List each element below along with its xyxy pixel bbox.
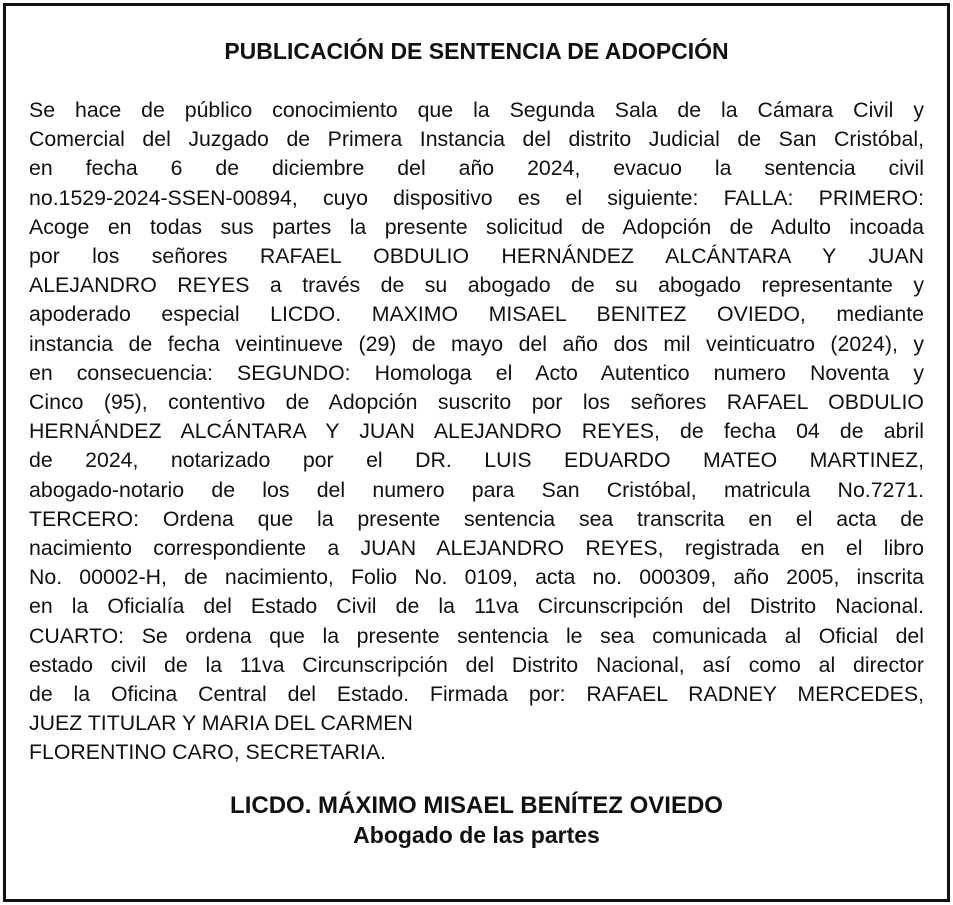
signature-role: Abogado de las partes bbox=[353, 822, 600, 848]
body-line: Acoge en todas sus partes la presente solicitud de Adopción de Adulto incoada bbox=[29, 214, 924, 239]
body-line: apoderado especial LICDO. MAXIMO MISAEL BENITEZ OVIEDO, mediante bbox=[29, 302, 924, 327]
notice-title: PUBLICACIÓN DE SENTENCIA DE ADOPCIÓN bbox=[224, 38, 729, 64]
body-line: No. 00002-H, de nacimiento, Folio No. 0109, acta no. 000309, año 2005, inscrita bbox=[29, 565, 924, 590]
body-line: Cinco (95), contentivo de Adopción suscrito por los señores RAFAEL OBDULIO bbox=[29, 390, 924, 415]
body-line: de la Oficina Central del Estado. Firmada por: RAFAEL RADNEY MERCEDES, bbox=[29, 682, 924, 707]
body-line: CUARTO: Se ordena que la presente sentencia le sea comunicada al Oficial del bbox=[29, 623, 924, 648]
notice-body bbox=[29, 96, 924, 768]
body-line: Se hace de público conocimiento que la Segunda Sala de la Cámara Civil y bbox=[29, 98, 924, 122]
body-line: abogado-notario de los del numero para San Cristóbal, matricula No.7271. bbox=[29, 477, 924, 502]
body-line: en fecha 6 de diciembre del año 2024, evacuo la sentencia civil bbox=[29, 156, 924, 181]
body-line: HERNÁNDEZ ALCÁNTARA Y JUAN ALEJANDRO REYES, de fecha 04 de abril bbox=[29, 419, 924, 444]
body-line: estado civil de la 11va Circunscripción del Distrito Nacional, así como al director bbox=[29, 652, 924, 677]
body-line: en consecuencia: SEGUNDO: Homologa el Acto Autentico numero Noventa y bbox=[29, 360, 924, 385]
body-line: en la Oficialía del Estado Civil de la 11va Circunscripción del Distrito Nacional. bbox=[29, 594, 924, 619]
body-line: JUEZ TITULAR Y MARIA DEL CARMEN bbox=[29, 711, 413, 736]
body-line: instancia de fecha veintinueve (29) de mayo del año dos mil veinticuatro (2024), y bbox=[29, 331, 924, 356]
legal-notice bbox=[3, 3, 950, 902]
body-line: no.1529-2024-SSEN-00894, cuyo dispositivo es el siguiente: FALLA: PRIMERO: bbox=[29, 185, 924, 210]
body-line: FLORENTINO CARO, SECRETARIA. bbox=[29, 740, 386, 765]
body-line: TERCERO: Ordena que la presente sentencia sea transcrita en el acta de bbox=[29, 506, 924, 531]
body-line: ALEJANDRO REYES a través de su abogado de su abogado representante y bbox=[29, 273, 924, 298]
signature-name: LICDO. MÁXIMO MISAEL BENÍTEZ OVIEDO bbox=[230, 792, 723, 819]
body-line: Comercial del Juzgado de Primera Instancia del distrito Judicial de San Cristóbal, bbox=[29, 127, 924, 152]
body-line: por los señores RAFAEL OBDULIO HERNÁNDEZ ALCÁNTARA Y JUAN bbox=[29, 244, 924, 269]
body-line: nacimiento correspondiente a JUAN ALEJANDRO REYES, registrada en el libro bbox=[29, 536, 924, 561]
body-line: de 2024, notarizado por el DR. LUIS EDUARDO MATEO MARTINEZ, bbox=[29, 448, 924, 473]
signature-block bbox=[6, 791, 947, 849]
